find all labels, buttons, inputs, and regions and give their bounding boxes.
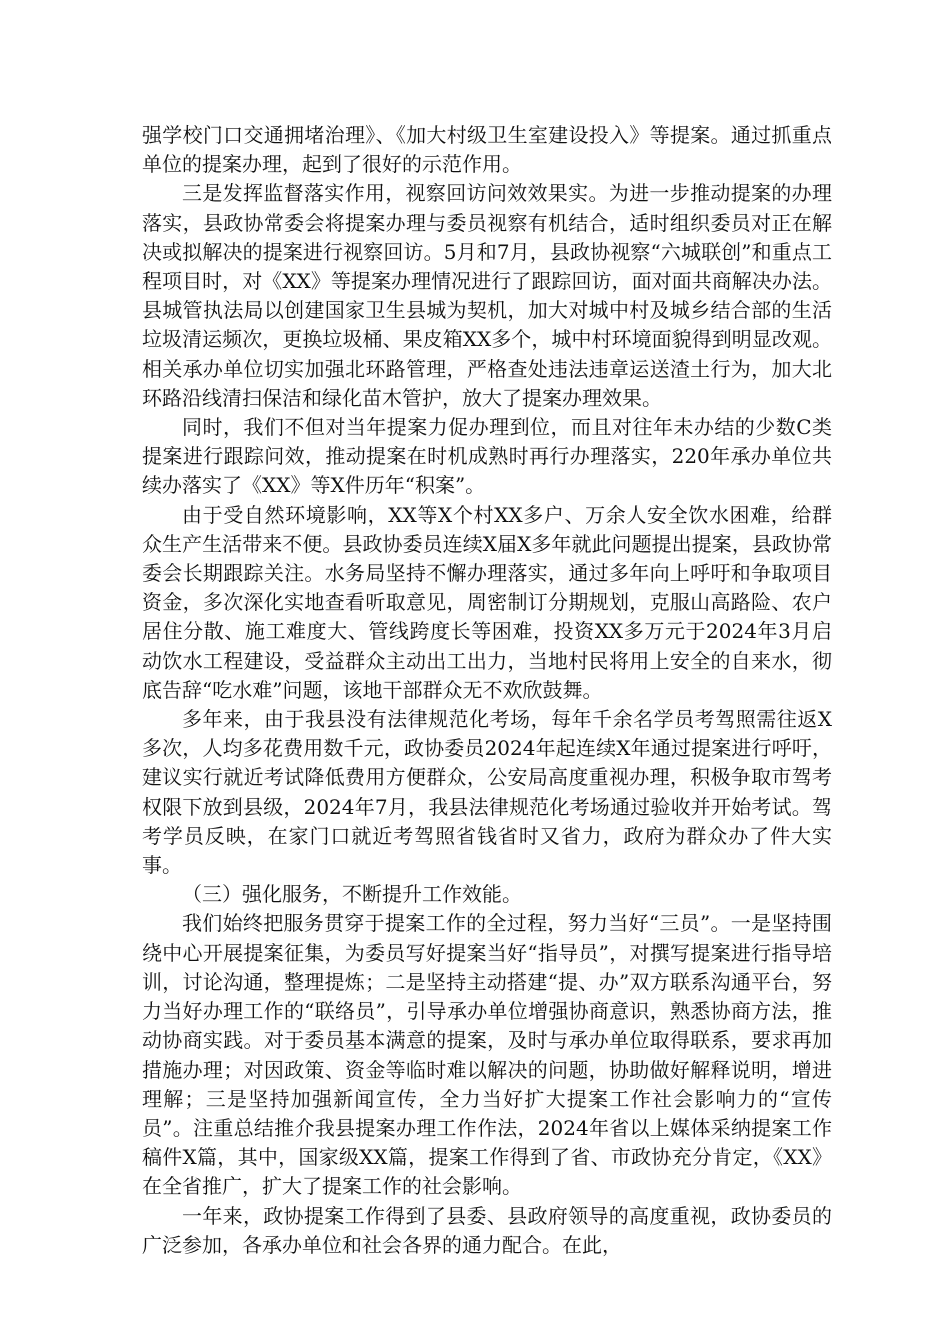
document-page xyxy=(142,121,832,1260)
paragraph-3: 同时，我们不但对当年提案力促办理到位，而且对往年未办结的少数C类提案进行跟踪问效，推动提案在时机成熟时再行办理落实，220年承办单位共续办落实了《XX》等X件历年“积案”。 xyxy=(142,415,832,498)
paragraph-1: 强学校门口交通拥堵治理》、《加大村级卫生室建设投入》等提案。通过抓重点单位的提案办理，起到了很好的示范作用。 xyxy=(142,123,832,177)
paragraph-6: 我们始终把服务贯穿于提案工作的全过程，努力当好“三员”。一是坚持围绕中心开展提案征集，为委员写好提案当好“指导员”，对撰写提案进行指导培训，讨论沟通，整理提炼；二是坚持主动搭建“提、办”双方联系沟通平台，努力当好办理工作的“联络员”，引导承办单位增强协商意识，熟悉协商方法，推动协商实践。对于委员基本满意的提案，及时与承办单位取得联系，要求再加措施办理；对因政策、资金等临时难以解决的问题，协助做好解释说明，增进理解；三是坚持加强新闻宣传，全力当好扩大提案工作社会影响力的“宣传员”。注重总结推介我县提案办理工作作法，2024年省以上媒体采纳提案工作稿件X篇，其中，国家级XX篇，提案工作得到了省、市政协充分肯定，《XX》在全省推广，扩大了提案工作的社会影响。 xyxy=(142,911,832,1199)
paragraph-4: 由于受自然环境影响，XX等X个村XX多户、万余人安全饮水困难，给群众生产生活带来不便。县政协委员连续X届X多年就此问题提出提案，县政协常委会长期跟踪关注。水务局坚持不懈办理落实，通过多年向上呼吁和争取项目资金，多次深化实地查看听取意见，周密制订分期规划，克服山高路险、农户居住分散、施工难度大、管线跨度长等困难，投资XX多万元于2024年3月启动饮水工程建设，受益群众主动出工出力，当地村民将用上安全的自来水，彻底告辞“吃水难”问题，该地干部群众无不欢欣鼓舞。 xyxy=(142,502,832,702)
paragraph-5: 多年来，由于我县没有法律规范化考场，每年千余名学员考驾照需往返X多次，人均多花费用数千元，政协委员2024年起连续X年通过提案进行呼吁，建议实行就近考试降低费用方便群众，公安局高度重视办理，积极争取市驾考权限下放到县级，2024年7月，我县法律规范化考场通过验收并开始考试。驾考学员反映，在家门口就近考驾照省钱省时又省力，政府为群众办了件大实事。 xyxy=(142,707,832,878)
section-heading: （三）强化服务，不断提升工作效能。 xyxy=(182,882,522,907)
paragraph-7: 一年来，政协提案工作得到了县委、县政府领导的高度重视，政协委员的广泛参加，各承办单位和社会各界的通力配合。在此， xyxy=(142,1203,832,1257)
paragraph-2: 三是发挥监督落实作用，视察回访问效效果实。为进一步推动提案的办理落实，县政协常委会将提案办理与委员视察有机结合，适时组织委员对正在解决或拟解决的提案进行视察回访。5月和7月，县政协视察“六城联创”和重点工程项目时，对《XX》等提案办理情况进行了跟踪回访，面对面共商解决办法。县城管执法局以创建国家卫生县城为契机，加大对城中村及城乡结合部的生活垃圾清运频次，更换垃圾桶、果皮箱XX多个，城中村环境面貌得到明显改观。相关承办单位切实加强北环路管理，严格查处违法违章运送渣土行为，加大北环路沿线清扫保洁和绿化苗木管护，放大了提案办理效果。 xyxy=(142,181,832,410)
